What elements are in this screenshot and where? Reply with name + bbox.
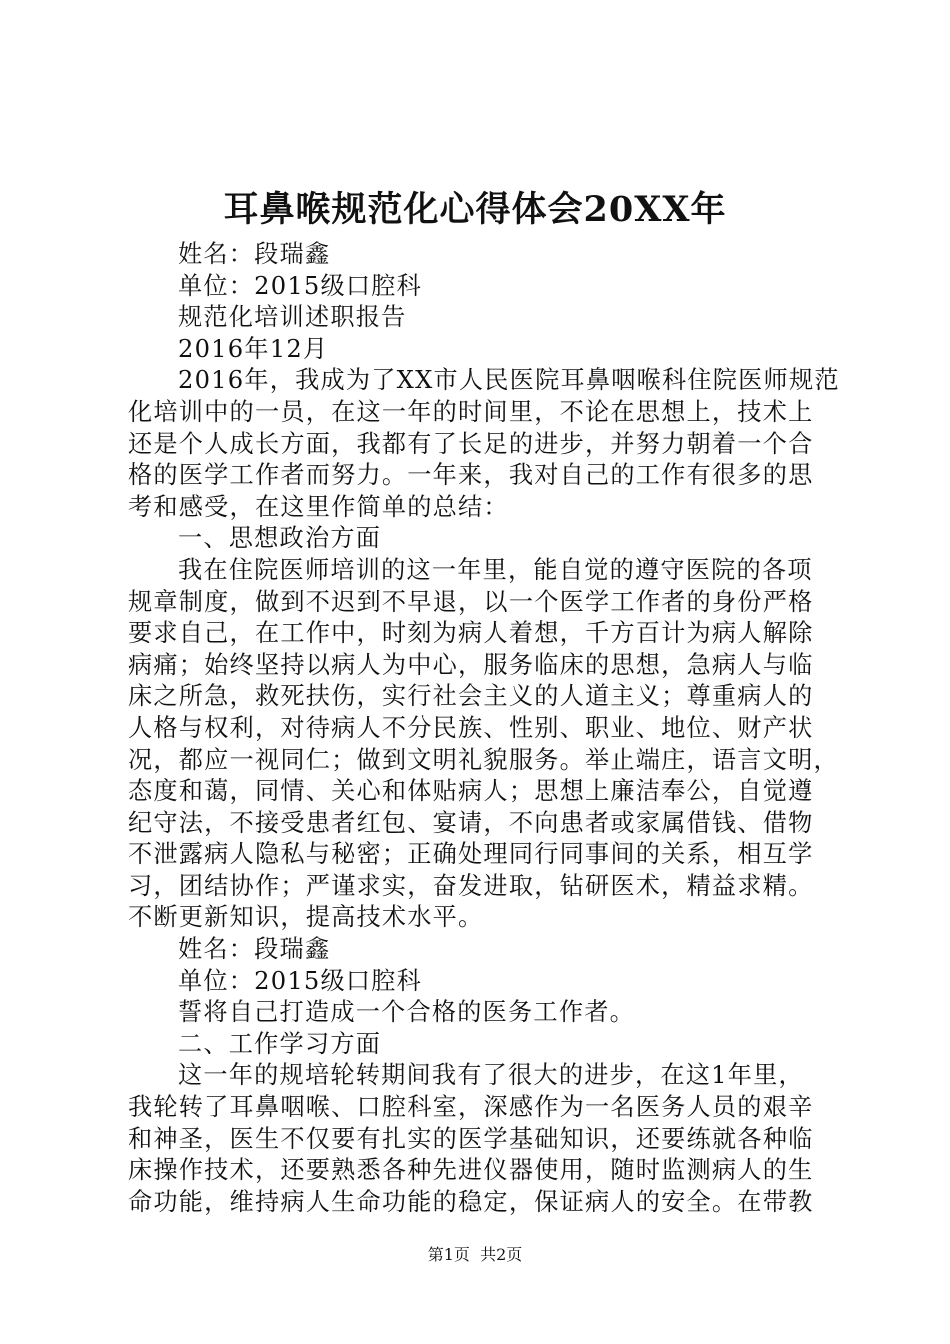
paragraph-line: 还是个人成长方面，我都有了长足的进步，并努力朝着一个合 xyxy=(128,429,814,458)
paragraph-line: 一、思想政治方面 xyxy=(178,524,382,553)
paragraph-line: 人格与权利，对待病人不分民族、性别、职业、地位、财产状 xyxy=(128,713,814,742)
paragraph-line: 态度和蔼，同情、关心和体贴病人；思想上廉洁奉公，自觉遵 xyxy=(128,777,814,806)
paragraph-line: 习，团结协作；严谨求实，奋发进取，钻研医术，精益求精。 xyxy=(128,871,814,900)
paragraph-line: 姓名：段瑞鑫 xyxy=(178,935,331,964)
paragraph-line: 二、工作学习方面 xyxy=(178,1029,382,1058)
document-body xyxy=(128,239,840,1218)
paragraph-line: 纪守法，不接受患者红包、宴请，不向患者或家属借钱、借物 xyxy=(128,808,814,837)
document-title: 耳鼻喉规范化心得体会20XX年 xyxy=(223,189,727,230)
paragraph-line: 不泄露病人隐私与秘密；正确处理同行同事间的关系，相互学 xyxy=(128,840,814,869)
paragraph-line: 规范化培训述职报告 xyxy=(178,303,407,332)
paragraph-line: 规章制度，做到不迟到不早退，以一个医学工作者的身份严格 xyxy=(128,587,814,616)
footer-gap xyxy=(470,1245,480,1264)
paragraph-line: 床之所急，救死扶伤，实行社会主义的人道主义；尊重病人的 xyxy=(128,682,814,711)
paragraph-line: 单位：2015级口腔科 xyxy=(178,966,423,995)
paragraph-line: 2016年，我成为了XX市人民医院耳鼻咽喉科住院医师规范 xyxy=(178,366,840,395)
page-footer xyxy=(0,1242,950,1265)
paragraph-line: 我轮转了耳鼻咽喉、口腔科室，深感作为一名医务人员的艰辛 xyxy=(128,1093,814,1122)
paragraph-line: 况，都应一视同仁；做到文明礼貌服务。举止端庄，语言文明， xyxy=(128,745,839,774)
paragraph-line: 命功能，维持病人生命功能的稳定，保证病人的安全。在带教 xyxy=(128,1187,814,1216)
page-number: 第1页 xyxy=(427,1245,470,1264)
paragraph-line: 这一年的规培轮转期间我有了很大的进步，在这1年里， xyxy=(178,1061,804,1090)
paragraph-line: 床操作技术，还要熟悉各种先进仪器使用，随时监测病人的生 xyxy=(128,1156,814,1185)
paragraph-line: 我在住院医师培训的这一年里，能自觉的遵守医院的各项 xyxy=(178,555,813,584)
paragraph-line: 誓将自己打造成一个合格的医务工作者。 xyxy=(178,998,635,1027)
paragraph-line: 和神圣，医生不仅要有扎实的医学基础知识，还要练就各种临 xyxy=(128,1124,814,1153)
paragraph-line: 2016年12月 xyxy=(178,334,329,363)
page-total: 共2页 xyxy=(480,1245,523,1264)
paragraph-line: 单位：2015级口腔科 xyxy=(178,271,423,300)
paragraph-line: 姓名：段瑞鑫 xyxy=(178,240,331,268)
paragraph-line: 化培训中的一员，在这一年的时间里，不论在思想上，技术上 xyxy=(128,397,814,426)
paragraph-line: 要求自己，在工作中，时刻为病人着想，千方百计为病人解除 xyxy=(128,619,814,648)
paragraph-line: 考和感受，在这里作简单的总结： xyxy=(128,492,509,521)
paragraph-line: 不断更新知识，提高技术水平。 xyxy=(128,903,484,932)
paragraph-line: 格的医学工作者而努力。一年来，我对自己的工作有很多的思 xyxy=(128,461,814,490)
paragraph-line: 病痛；始终坚持以病人为中心，服务临床的思想，急病人与临 xyxy=(128,650,814,679)
